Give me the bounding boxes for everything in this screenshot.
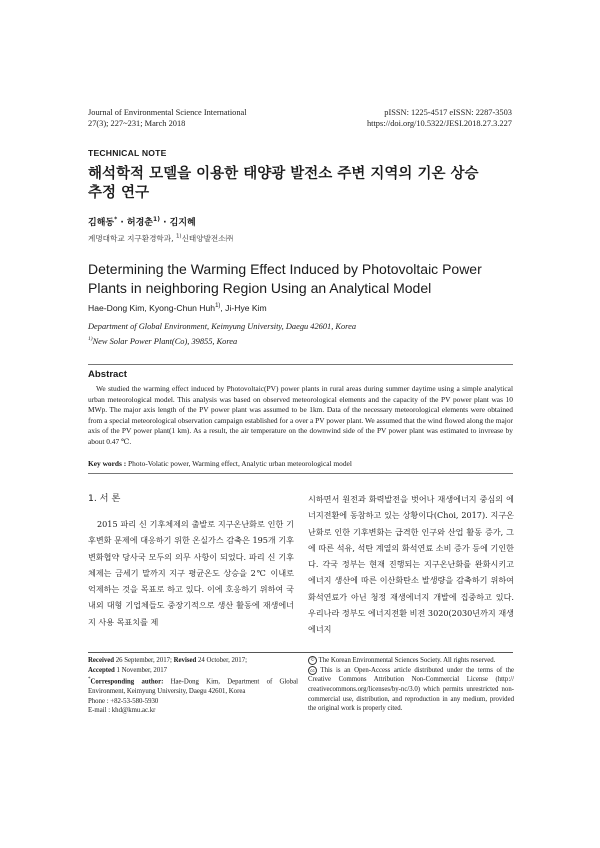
received-date: 26 September, 2017; xyxy=(114,657,174,664)
english-title-line1: Determining the Warming Effect Induced by Photovoltaic Power xyxy=(88,261,482,277)
journal-name: Journal of Environmental Science International xyxy=(88,108,247,117)
corresponding-author: *Corresponding author: Hae-Dong Kim, Department of Global Environment, Keimyung University, Daegu 42601, Korea xyxy=(88,677,298,696)
journal-header-left xyxy=(88,107,247,129)
korean-title xyxy=(88,165,518,203)
footnote-left xyxy=(88,656,298,716)
journal-header-right xyxy=(367,107,512,129)
abstract-bottom-rule xyxy=(88,473,513,474)
english-affiliation-2-mark: 1) xyxy=(88,336,93,342)
section-1-heading: 1. 서 론 xyxy=(88,493,121,504)
english-authors xyxy=(88,303,267,313)
korean-affiliation-1: 계명대학교 지구환경학과, xyxy=(88,234,176,243)
email[interactable]: E-mail : khd@kmu.ac.kr xyxy=(88,707,156,715)
korean-author-separator-1: · xyxy=(117,218,127,228)
korean-affiliation-2: 신태양발전소㈜ xyxy=(181,234,234,243)
revised-label: Revised xyxy=(173,657,197,664)
english-title-line2: Plants in neighboring Region Using an Analytical Model xyxy=(88,279,432,296)
copyright-icon: © xyxy=(308,656,317,665)
keywords-label: Key words : xyxy=(88,459,127,468)
license-line xyxy=(308,666,514,714)
english-affiliations xyxy=(88,320,356,348)
body-right-paragraph: 시하면서 원전과 화력발전을 벗어나 재생에너지 중심의 에너지전환에 동참하고 있는 상황이다(Choi, 2017). 지구온난화로 인한 기후변화는 급격한 인구와 산업 활동 증가, 그에 따른 석유, 석탄 계열의 화석연료 소비 증가 등에 기인한다. 각국 정부는 현재 진행되는 지구온난화를 완화시키고 에너지 생산에 따른 이산화탄소 발생량을 감축하기 위하여 화석연료가 아닌 청정 재생에너지 개발에 집중하고 있다. 우리나라 정부도 에너지전환 비전 3020(2030년까지 재생에너지 xyxy=(308,494,514,635)
accepted-label: Accepted xyxy=(88,666,115,674)
korean-title-line2: 추정 연구 xyxy=(88,185,150,201)
english-authors-tail: , Ji-Hye Kim xyxy=(220,303,267,313)
revised-date: 24 October, 2017; xyxy=(196,657,247,664)
received-line xyxy=(88,656,298,666)
english-authors-main: Hae-Dong Kim, Kyong-Chun Huh xyxy=(88,303,216,313)
journal-doi[interactable]: https://doi.org/10.5322/JESI.2018.27.3.227 xyxy=(366,119,512,128)
english-affiliation-2-line xyxy=(88,333,356,348)
english-affiliation-2: New Solar Power Plant(Co), 39855, Korea xyxy=(92,336,238,346)
body-right-column xyxy=(308,491,514,638)
keywords xyxy=(88,459,352,468)
korean-title-line1: 해석학적 모델을 이용한 태양광 발전소 주변 지역의 기온 상승 xyxy=(88,166,479,182)
corresponding-label: Corresponding author: xyxy=(90,678,164,686)
footnote-rule xyxy=(88,652,513,653)
korean-author-1-mark: * xyxy=(114,216,118,223)
received-label: Received xyxy=(88,657,115,664)
abstract-heading: Abstract xyxy=(88,369,127,380)
phone: Phone : +82-53-580-5930 xyxy=(88,697,159,705)
abstract-text: We studied the warming effect induced by Photovoltaic(PV) power plants in rural areas during summer daytime using a simple analytical urban meteorological model. This analysis was based on observed meteorological elements and the capacity of the PV power plant was 10 MWp. The major axis length of the PV power plant was assumed to be 1km. Data of the necessary meteorological elements were obtained from a special meteorological observation campaign established for a over a PV power plant. We assumed that the wind flowed along the major axis of the PV power plant(1 km). As a result, the air temperature on the downwind side of the PV power plant was estimated to invrease by about 0.47 ℃. xyxy=(88,384,513,446)
copyright-line xyxy=(308,656,514,666)
creative-commons-icon: cc xyxy=(308,666,317,675)
license-text: This is an Open-Access article distributed under the terms of the Creative Commons Attribution Non-Commercial License (http:// creativecommons.org/licenses/by-nc/3.0) which permits unrestricted non-commercial use, distribution, and reproduction in any medium, provided the original work is properly cited. xyxy=(308,666,514,713)
accepted-line xyxy=(88,666,298,676)
korean-authors xyxy=(88,215,196,228)
english-authors-mark: 1) xyxy=(215,303,221,310)
body-left-column xyxy=(88,516,294,630)
korean-author-1: 김해동 xyxy=(88,218,115,228)
korean-author-2: 허경춘 xyxy=(126,218,154,228)
copyright-text: The Korean Environmental Sciences Society. All rights reserved. xyxy=(317,657,496,665)
keywords-list: Photo-Volatic power, Warming effect, Analytic urban meteorological model xyxy=(126,459,352,468)
body-left-paragraph: 2015 파리 신 기후체제의 출발로 지구온난화로 인한 기후변화 문제에 대응하기 위한 온실가스 감축은 195개 기후변화협약 당사국 모두의 의무 사항이 되었다. 파리 신 기후체제는 금세기 말까지 지구 평균온도 상승을 2℃ 이내로 억제하는 것을 목표로 하고 있다. 이에 호응하기 위하여 국내외 대형 기업체들도 중장기적으로 생산 활동에 재생에너지 사용 목표치를 제 xyxy=(88,519,294,627)
corresponding-text: Hae-Dong Kim, Department of Global Environment, Keimyung University, Daegu 42601, Korea xyxy=(88,678,298,696)
english-title xyxy=(88,260,528,297)
korean-affiliation-2-mark: 1) xyxy=(175,233,182,240)
journal-volume: 27(3); 227~231; March 2018 xyxy=(88,119,186,128)
article-type: TECHNICAL NOTE xyxy=(88,148,167,158)
footnote-right xyxy=(308,656,514,714)
korean-author-2-mark: 1) xyxy=(153,216,160,223)
korean-author-3: 김지혜 xyxy=(169,218,196,228)
korean-author-separator-2: · xyxy=(159,218,170,228)
accepted-date: 1 November, 2017 xyxy=(114,666,168,674)
abstract-top-rule xyxy=(88,364,513,365)
journal-issn: pISSN: 1225-4517 eISSN: 2287-3503 xyxy=(384,108,512,117)
korean-affiliation xyxy=(88,233,233,244)
english-affiliation-1: Department of Global Environment, Keimyung University, Daegu 42601, Korea xyxy=(88,322,357,331)
